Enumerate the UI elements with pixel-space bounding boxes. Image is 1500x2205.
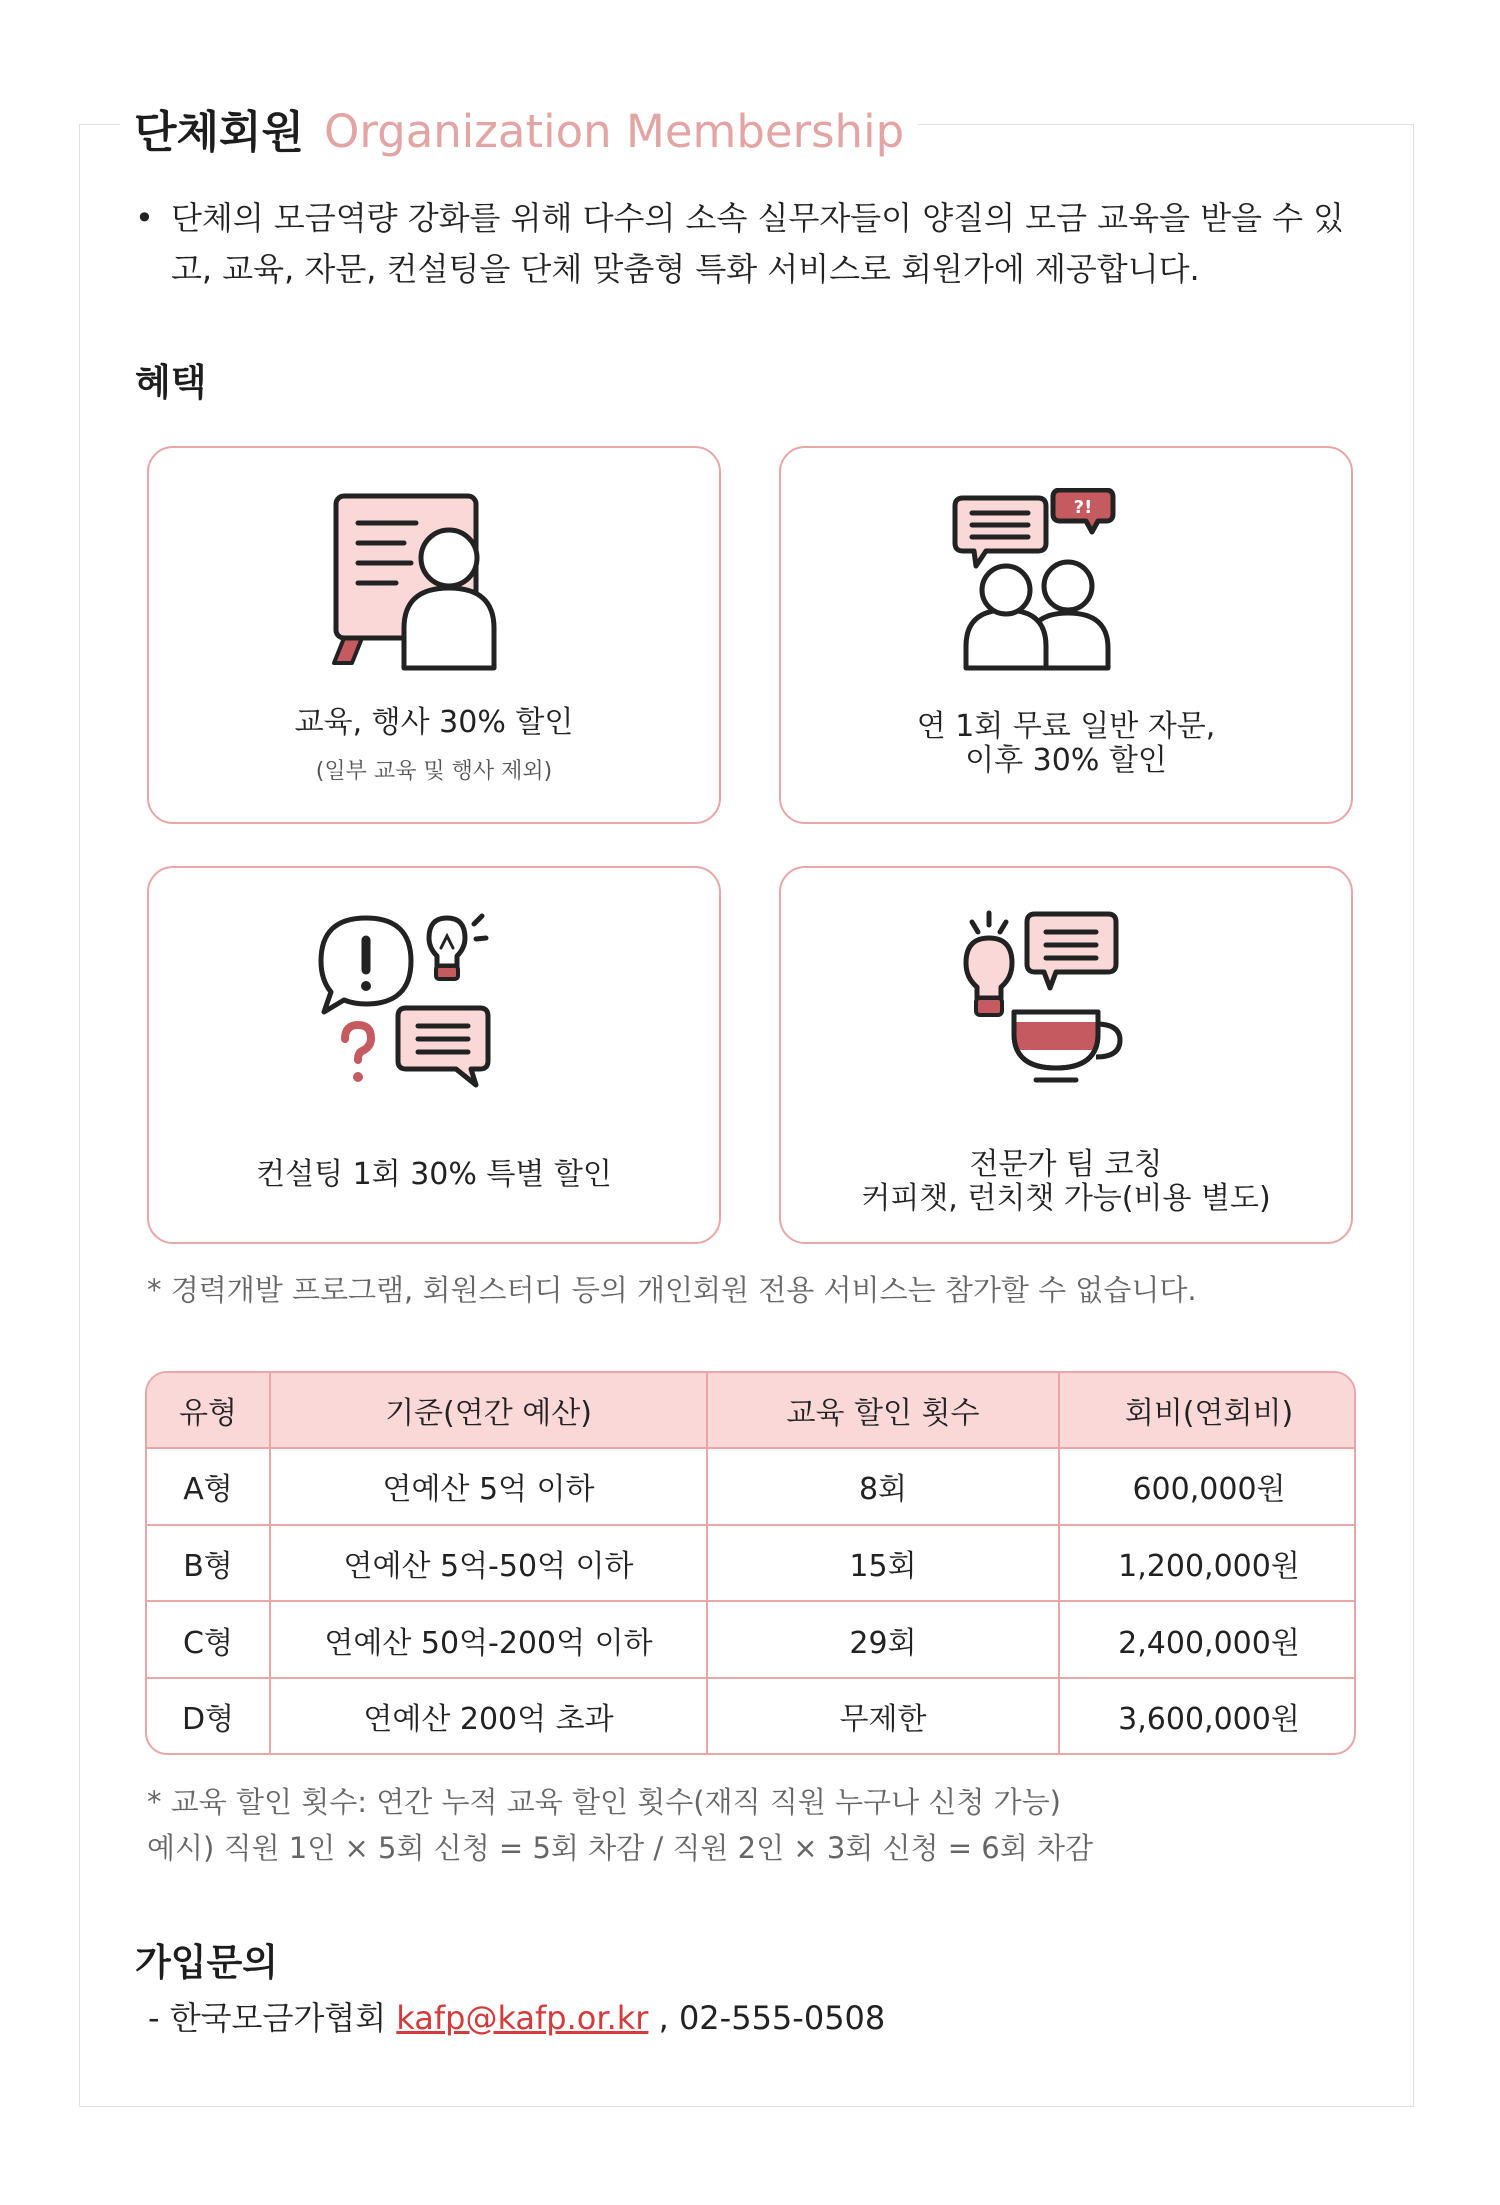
benefit-card-education <box>147 446 721 824</box>
benefits-heading: 혜택 <box>135 361 207 404</box>
cell-fee: 3,600,000원 <box>1059 1678 1356 1753</box>
presentation-teacher-icon <box>316 488 556 678</box>
contact-heading: 가입문의 <box>135 1941 278 1984</box>
cell-criteria: 연예산 200억 초과 <box>270 1678 707 1753</box>
cell-criteria: 연예산 5억-50억 이하 <box>270 1525 707 1602</box>
table-note-line2: 예시) 직원 1인 × 5회 신청 = 5회 차감 / 직원 2인 × 3회 신청 = 6회 차감 <box>147 1831 1093 1865</box>
table-row <box>147 1525 1356 1602</box>
contact-line <box>148 1993 885 2039</box>
card-subtitle: (일부 교육 및 행사 제외) <box>315 759 553 784</box>
table-row <box>147 1448 1356 1525</box>
consulting-ideas-icon <box>316 908 556 1108</box>
table-note-line1: * 교육 할인 횟수: 연간 누적 교육 할인 횟수(재직 직원 누구나 신청 가능) <box>147 1785 1061 1819</box>
discussion-people-icon <box>948 488 1188 678</box>
intro-paragraph <box>135 193 1365 295</box>
card-title-line2: 이후 30% 할인 <box>965 743 1167 778</box>
cell-discount-count: 무제한 <box>707 1678 1059 1753</box>
cell-type: C형 <box>147 1601 270 1678</box>
membership-fee-table <box>145 1371 1356 1755</box>
cell-type: D형 <box>147 1678 270 1753</box>
card-title-line2: 커피챗, 런치챗 가능(비용 별도) <box>861 1181 1271 1216</box>
table-header-row <box>147 1373 1356 1448</box>
intro-text: 단체의 모금역량 강화를 위해 다수의 소속 실무자들이 양질의 모금 교육을 받을 수 있고, 교육, 자문, 컨설팅을 단체 맞춤형 특화 서비스로 회원가에 제공합니다. <box>171 199 1345 288</box>
contact-phone: , 02-555-0508 <box>658 1999 886 2037</box>
table-row <box>147 1601 1356 1678</box>
title-korean: 단체회원 <box>134 107 305 158</box>
title-english: Organization Membership <box>324 105 905 158</box>
cell-fee: 600,000원 <box>1059 1448 1356 1525</box>
header-discount-count: 교육 할인 횟수 <box>707 1373 1059 1448</box>
cell-discount-count: 15회 <box>707 1525 1059 1602</box>
contact-organization: - 한국모금가협회 <box>148 1999 387 2037</box>
cell-type: A형 <box>147 1448 270 1525</box>
header-type: 유형 <box>147 1373 270 1448</box>
cell-criteria: 연예산 5억 이하 <box>270 1448 707 1525</box>
benefit-card-advisory <box>779 446 1353 824</box>
benefits-note: * 경력개발 프로그램, 회원스터디 등의 개인회원 전용 서비스는 참가할 수 없습니다. <box>147 1273 1197 1307</box>
table-row <box>147 1678 1356 1753</box>
cell-fee: 1,200,000원 <box>1059 1525 1356 1602</box>
card-title-line1: 전문가 팀 코칭 <box>969 1147 1163 1182</box>
card-title: 컨설팅 1회 30% 특별 할인 <box>256 1157 612 1192</box>
coffee-chat-icon <box>948 908 1188 1108</box>
cell-type: B형 <box>147 1525 270 1602</box>
cell-discount-count: 29회 <box>707 1601 1059 1678</box>
header-fee: 회비(연회비) <box>1059 1373 1356 1448</box>
bullet-icon: • <box>135 199 154 237</box>
header-criteria: 기준(연간 예산) <box>270 1373 707 1448</box>
cell-discount-count: 8회 <box>707 1448 1059 1525</box>
contact-email-link[interactable]: kafp@kafp.or.kr <box>396 1999 649 2037</box>
page-title <box>120 96 918 158</box>
svg-text:?!: ?! <box>1073 497 1093 518</box>
benefit-card-consulting <box>147 866 721 1244</box>
cell-fee: 2,400,000원 <box>1059 1601 1356 1678</box>
cell-criteria: 연예산 50억-200억 이하 <box>270 1601 707 1678</box>
card-title-line1: 연 1회 무료 일반 자문, <box>916 709 1216 744</box>
card-title: 교육, 행사 30% 할인 <box>294 705 574 740</box>
benefit-card-coaching <box>779 866 1353 1244</box>
